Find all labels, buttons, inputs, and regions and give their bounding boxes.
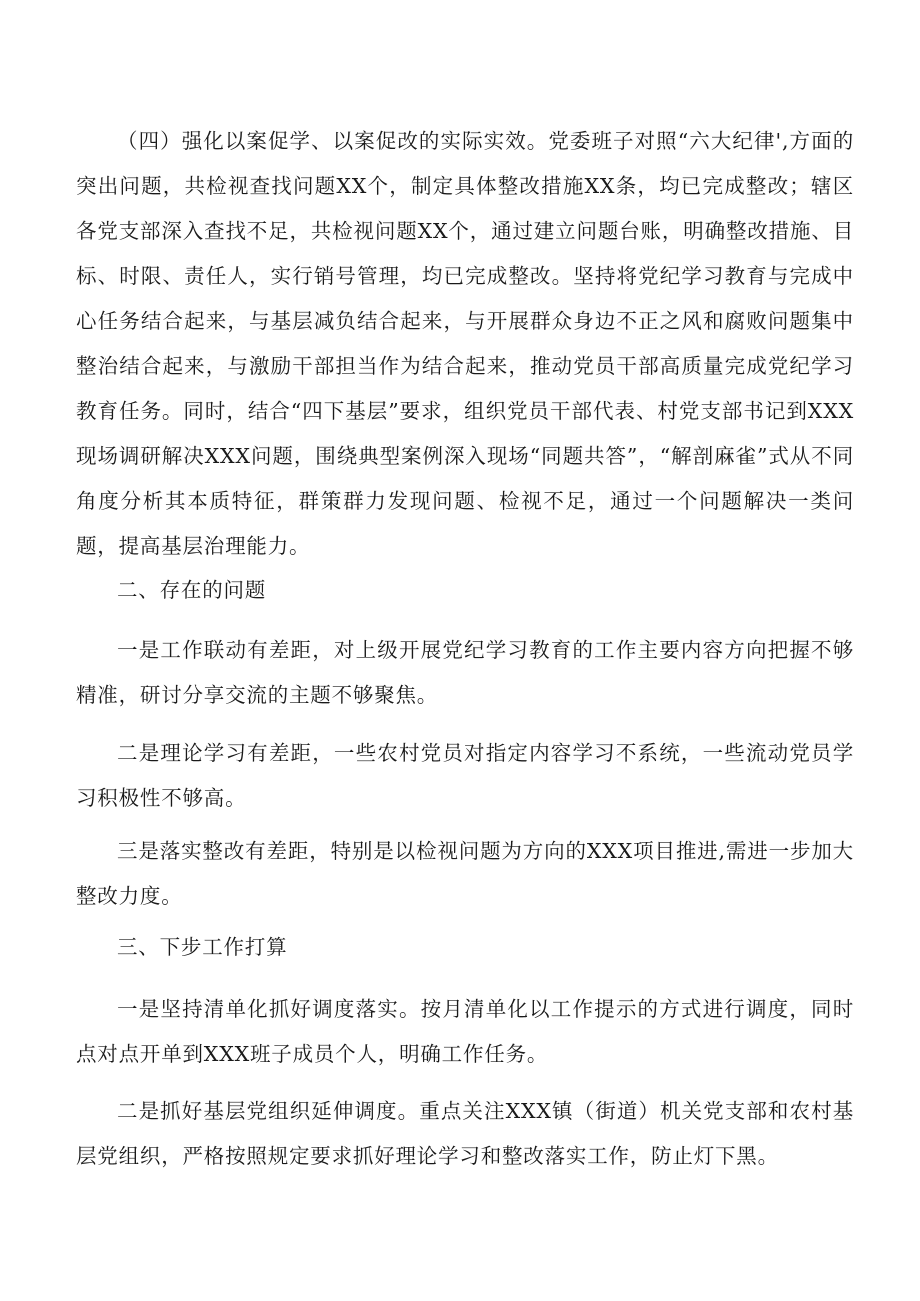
paragraph-problem-coordination: 一是工作联动有差距，对上级开展党纪学习教育的工作主要内容方向把握不够精准，研讨分享交流的主题不够聚焦。 [76,638,854,707]
paragraph-problem-rectification: 三是落实整改有差距，特别是以检视问题为方向的XXX项目推进,需进一步加大整改力度。 [76,839,854,908]
section-heading-existing-problems: 二、存在的问题 [117,578,267,602]
section-heading-next-plan: 三、下步工作打算 [117,935,288,959]
paragraph-problem-theory-study: 二是理论学习有差距，一些农村党员对指定内容学习不系统，一些流动党员学习积极性不够高。 [76,741,854,810]
paragraph-plan-checklist: 一是坚持清单化抓好调度落实。按月清单化以工作提示的方式进行调度，同时点对点开单到XXX班子成员个人，明确工作任务。 [76,997,854,1066]
paragraph-plan-grassroots: 二是抓好基层党组织延伸调度。重点关注XXX镇（街道）机关党支部和农村基层党组织，严格按照规定要求抓好理论学习和整改落实工作，防止灯下黑。 [76,1099,854,1168]
paragraph-rectification-effect: （四）强化以案促学、以案促改的实际实效。党委班子对照“六大纪律',方面的突出问题，共检视查找问题XX个，制定具体整改措施XX条，均已完成整改；辖区各党支部深入查找不足，共检视问题XX个，通过建立问题台账，明确整改措施、目标、时限、责任人，实行销号管理，均已完成整改。坚持将党纪学习教育与完成中心任务结合起来，与基层减负结合起来，与开展群众身边不正之风和腐败问题集中整治结合起来，与激励干部担当作为结合起来，推动党员干部高质量完成党纪学习教育任务。同时，结合“四下基层”要求，组织党员干部代表、村党支部书记到XXX现场调研解决XXX问题，围绕典型案例深入现场“同题共答”，“解剖麻雀”式从不同角度分析其本质特征，群策群力发现问题、检视不足，通过一个问题解决一类问题，提高基层治理能力。 [76,129,854,558]
